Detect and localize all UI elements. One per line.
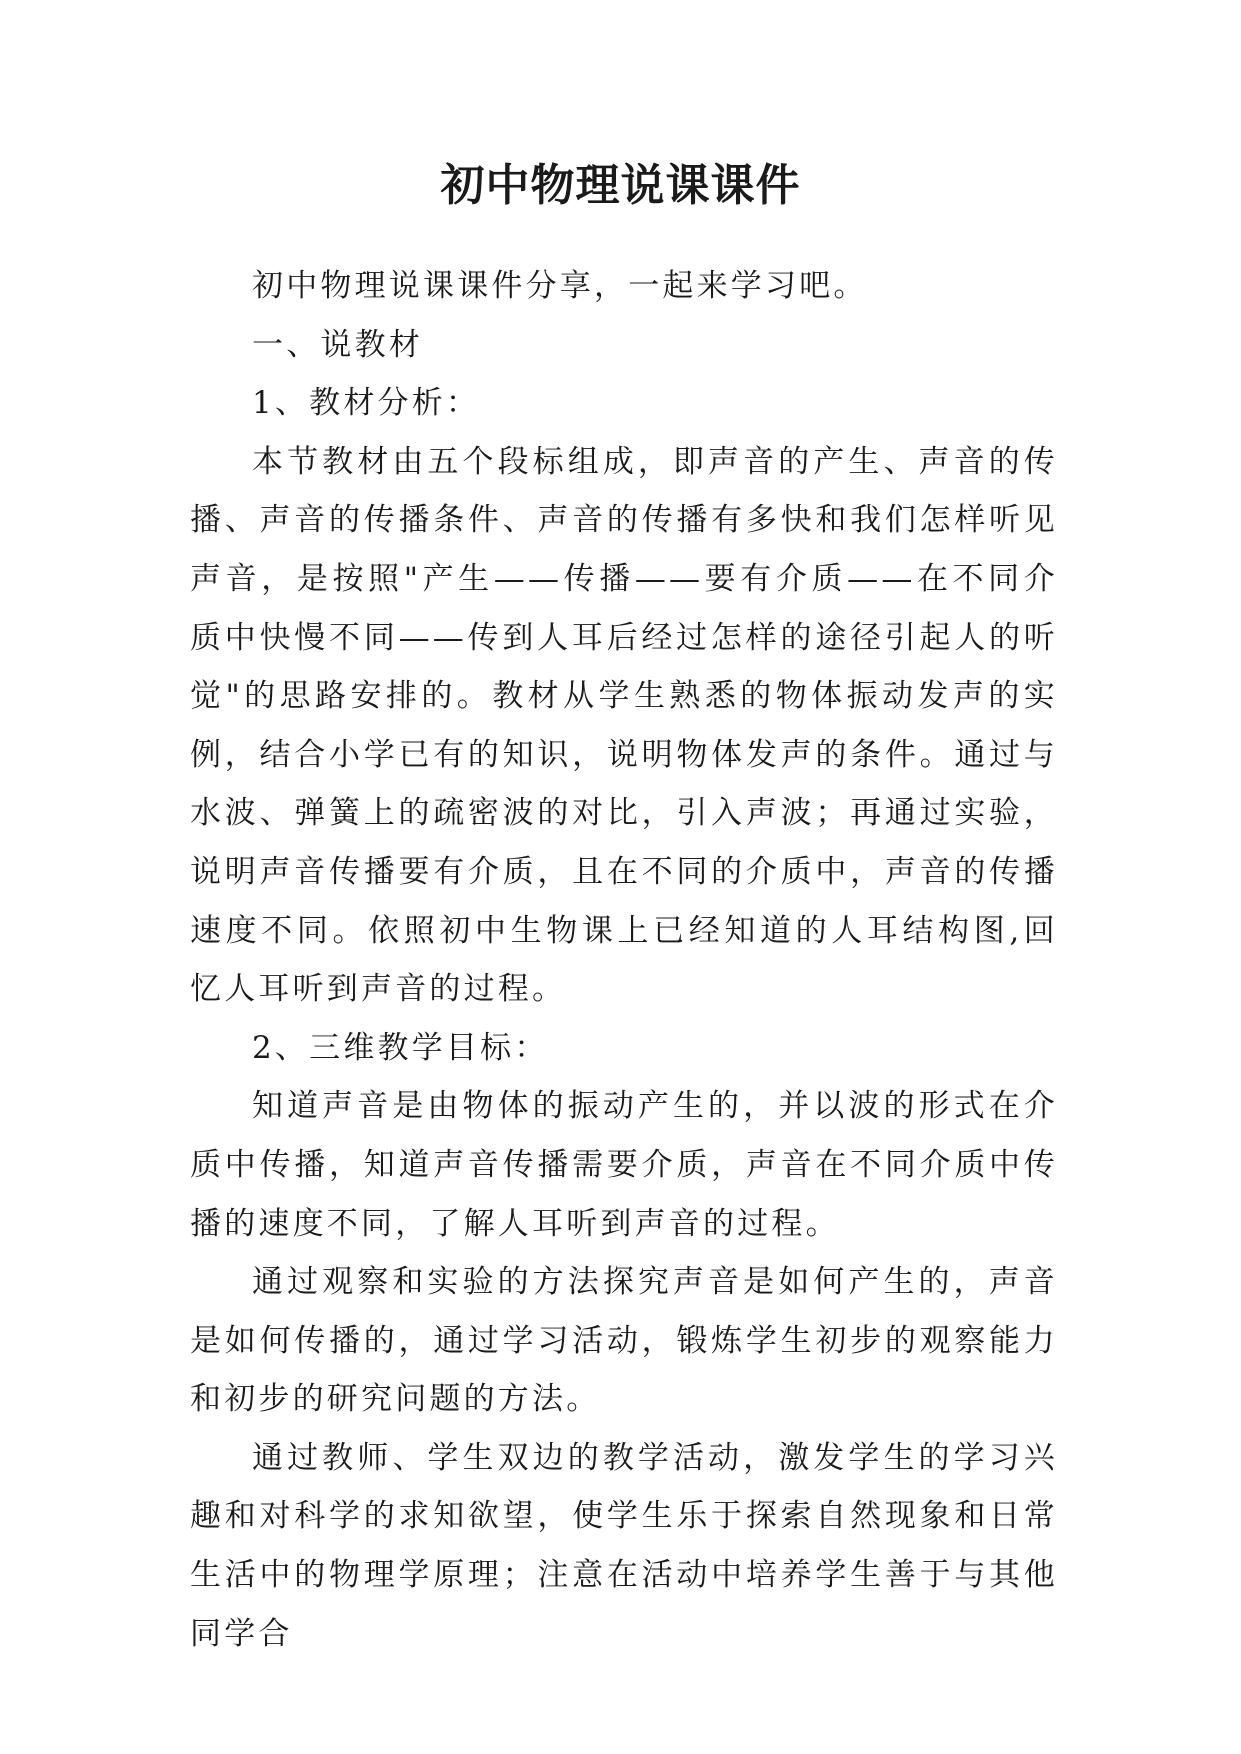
paragraph-goal-method: 通过观察和实验的方法探究声音是如何产生的，声音是如何传播的，通过学习活动，锻炼学生初步的观察能力和初步的研究问题的方法。	[190, 1264, 1058, 1418]
paragraph-goal-attitude: 通过教师、学生双边的教学活动，激发学生的学习兴趣和对科学的求知欲望，使学生乐于探索自然现象和日常生活中的物理学原理；注意在活动中培养学生善于与其他同学合	[190, 1439, 1058, 1652]
subheading-teaching-goals: 2、三维教学目标：	[252, 1029, 549, 1066]
document-body	[190, 257, 1058, 1663]
paragraph-goal-knowledge: 知道声音是由物体的振动产生的，并以波的形式在介质中传播，知道声音传播需要介质，声音在不同介质中传播的速度不同，了解人耳听到声音的过程。	[190, 1088, 1058, 1242]
document-title: 初中物理说课课件	[440, 160, 801, 211]
paragraph-intro: 初中物理说课课件分享，一起来学习吧。	[252, 268, 868, 304]
subheading-textbook-analysis: 1、教材分析：	[252, 385, 481, 422]
paragraph-textbook-analysis: 本节教材由五个段标组成，即声音的产生、声音的传播、声音的传播条件、声音的传播有多快和我们怎样听见声音，是按照"产生——传播——要有介质——在不同介质中快慢不同——传到人耳后经过怎样的途径引起人的听觉"的思路安排的。教材从学生熟悉的物体振动发声的实例，结合小学已有的知识，说明物体发声的条件。通过与水波、弹簧上的疏密波的对比，引入声波；再通过实验，说明声音传播要有介质，且在不同的介质中，声音的传播速度不同。依照初中生物课上已经知道的人耳结构图,回忆人耳听到声音的过程。	[190, 443, 1058, 1008]
section-heading-textbook: 一、说教材	[252, 326, 423, 363]
